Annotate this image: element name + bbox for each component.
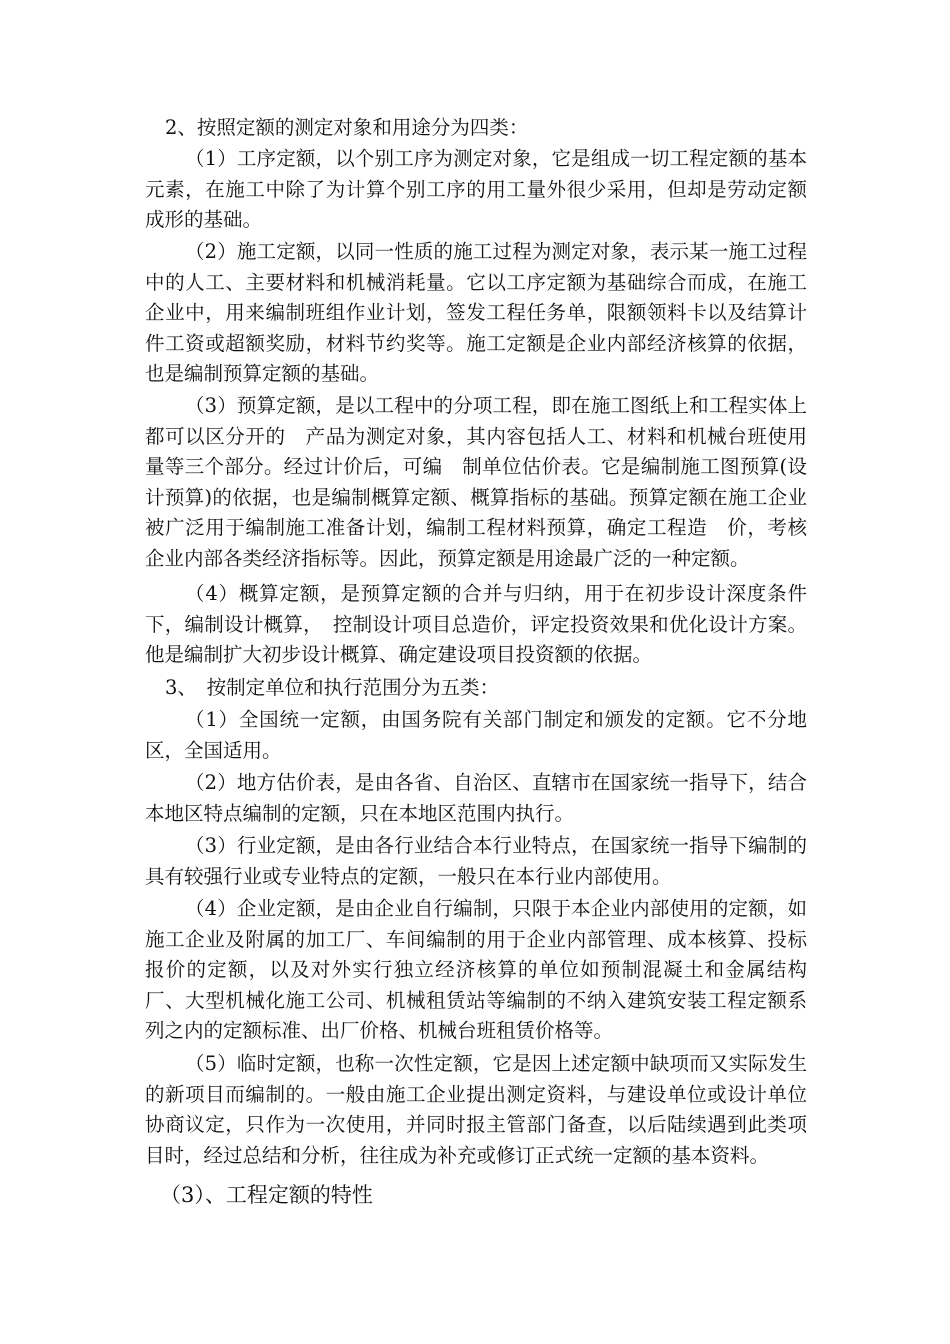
paragraph-classification-by-object: 2、按照定额的测定对象和用途分为四类： [165,116,529,139]
section-heading: （3）、工程定额的特性 [160,1183,373,1207]
paragraph-estimate-quota: （4）概算定额，是预算定额的合并与归纳，用于在初步设计深度条件下，编制设计概算， 控制设计项目总造价，评定投资效果和优化设计方案。他是编制扩大初步设计概算、确定建设项目投资额的依据。 [145,582,807,666]
paragraph-budget-quota: （3）预算定额，是以工程中的分项工程，即在施工图纸上和工程实体上都可以区分开的 产品为测定对象，其内容包括人工、材料和机械台班使用量等三个部分。经过计价后，可编 制单位估价表。它是编制施工图预算(设计预算)的依据，也是编制概算定额、概算指标的基础。预算定额在施工企业被广泛用于编制施工准备计划，编制工程材料预算，确定工程造 价，考核企业内部各类经济指标等。因此，预算定额是用途最广泛的一种定额。 [145,394,807,570]
paragraph-process-quota: （1）工序定额，以个别工序为测定对象，它是组成一切工程定额的基本元素，在施工中除了为计算个别工序的用工量外很少采用，但却是劳动定额成形的基础。 [145,147,807,231]
paragraph-industry-quota: （3）行业定额，是由各行业结合本行业特点，在国家统一指导下编制的具有较强行业或专业特点的定额，一般只在本行业内部使用。 [145,834,807,888]
paragraph-temporary-quota: （5）临时定额，也称一次性定额，它是因上述定额中缺项而又实际发生的新项目而编制的。一般由施工企业提出测定资料，与建设单位或设计单位协商议定，只作为一次使用，并同时报主管部门备查，以后陆续遇到此类项目时，经过总结和分析，往往成为补充或修订正式统一定额的基本资料。 [145,1052,807,1167]
paragraph-national-quota: （1）全国统一定额，由国务院有关部门制定和颁发的定额。它不分地区，全国适用。 [145,708,807,762]
paragraph-construction-quota: （2）施工定额，以同一性质的施工过程为测定对象，表示某一施工过程中的人工、主要材料和机械消耗量。它以工序定额为基础综合而成，在施工企业中，用来编制班组作业计划，签发工程任务单，限额领料卡以及结算计件工资或超额奖励，材料节约奖等。施工定额是企业内部经济核算的依据，也是编制预算定额的基础。 [145,240,807,385]
paragraph-enterprise-quota: （4）企业定额，是由企业自行编制，只限于本企业内部使用的定额，如施工企业及附属的加工厂、车间编制的用于企业内部管理、成本核算、投标报价的定额，以及对外实行独立经济核算的单位如预制混凝土和金属结构厂、大型机械化施工公司、机械租赁站等编制的不纳入建筑安装工程定额系列之内的定额标准、出厂价格、机械台班租赁价格等。 [145,897,807,1042]
paragraph-classification-by-unit: 3、 按制定单位和执行范围分为五类： [165,676,500,699]
paragraph-local-price-table: （2）地方估价表，是由各省、自治区、直辖市在国家统一指导下，结合本地区特点编制的定额，只在本地区范围内执行。 [145,771,807,825]
